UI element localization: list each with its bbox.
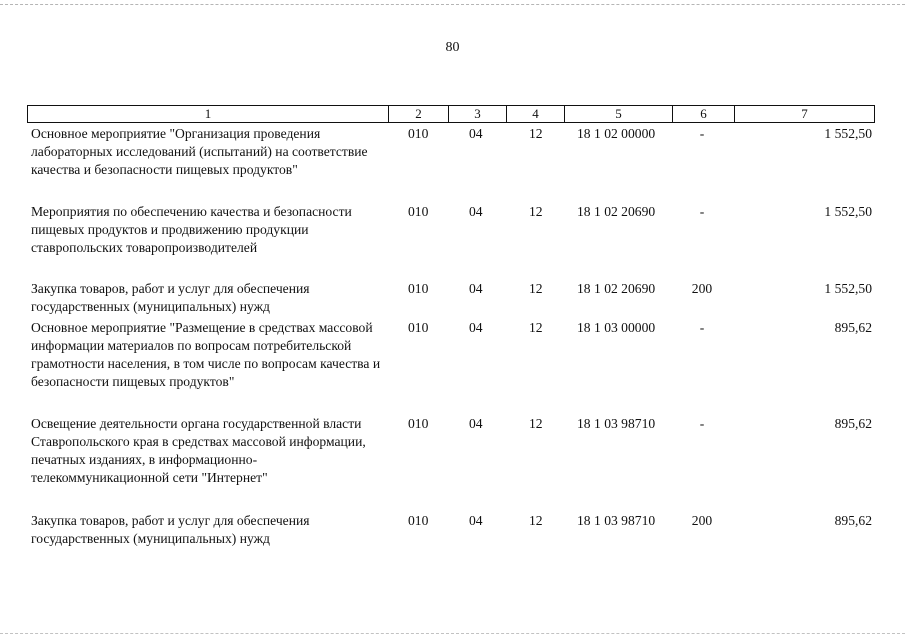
header-cell-3: 3	[448, 106, 506, 122]
header-cell-4: 4	[506, 106, 564, 122]
row-subsection: 12	[529, 126, 543, 141]
header-cell-1: 1	[204, 106, 212, 121]
row-name: Закупка товаров, работ и услуг для обеспечения государственных (муниципальных) нужд	[31, 281, 310, 314]
row-code: 010	[408, 416, 429, 431]
row-section: 04	[469, 416, 483, 431]
row-name: Закупка товаров, работ и услуг для обеспечения государственных (муниципальных) нужд	[31, 513, 310, 546]
row-name: Основное мероприятие "Размещение в средствах массовой информации материалов по вопросам потребительской грамотности населения, в том числе по вопросам качества и безопасности пищевых продуктов"	[31, 320, 381, 389]
row-section: 04	[469, 204, 483, 219]
scan-edge-bottom	[0, 633, 905, 634]
row-code: 010	[408, 320, 429, 335]
row-type: -	[699, 320, 705, 335]
row-type: -	[699, 126, 705, 141]
row-amount: 1 552,50	[824, 126, 872, 141]
row-section: 04	[469, 320, 483, 335]
header-cell-5: 5	[564, 106, 672, 122]
row-section: 04	[469, 281, 483, 296]
row-target: 18 1 03 00000	[577, 320, 656, 335]
row-subsection: 12	[529, 513, 543, 528]
row-type: 200	[691, 281, 713, 296]
row-target: 18 1 03 98710	[577, 513, 656, 528]
row-amount: 895,62	[834, 320, 872, 335]
row-section: 04	[469, 126, 483, 141]
page-number: 80	[445, 40, 460, 55]
table-header-row	[27, 105, 875, 123]
row-amount: 1 552,50	[824, 281, 872, 296]
row-type: -	[699, 416, 705, 431]
row-subsection: 12	[529, 416, 543, 431]
row-target: 18 1 03 98710	[577, 416, 656, 431]
row-subsection: 12	[529, 281, 543, 296]
row-amount: 895,62	[834, 416, 872, 431]
row-target: 18 1 02 00000	[577, 126, 656, 141]
header-cell-2: 2	[388, 106, 448, 122]
row-name: Основное мероприятие "Организация проведения лабораторных исследований (испытаний) на соответствие качества и безопасности пищевых продуктов"	[31, 126, 368, 177]
row-code: 010	[408, 513, 429, 528]
row-section: 04	[469, 513, 483, 528]
row-amount: 895,62	[834, 513, 872, 528]
row-code: 010	[408, 281, 429, 296]
header-cell-7: 7	[734, 106, 874, 122]
row-name: Освещение деятельности органа государственной власти Ставропольского края в средствах массовой информации, печатных изданиях, в информационно-телекоммуникационной сети "Интернет"	[31, 416, 366, 485]
row-subsection: 12	[529, 320, 543, 335]
row-subsection: 12	[529, 204, 543, 219]
row-type: 200	[691, 513, 713, 528]
row-type: -	[699, 204, 705, 219]
row-amount: 1 552,50	[824, 204, 872, 219]
row-name: Мероприятия по обеспечению качества и безопасности пищевых продуктов и продвижению продукции ставропольских товаропроизводителей	[31, 204, 352, 255]
row-code: 010	[408, 204, 429, 219]
row-target: 18 1 02 20690	[577, 204, 656, 219]
header-cell-6: 6	[672, 106, 734, 122]
scan-edge-top	[0, 4, 905, 5]
row-target: 18 1 02 20690	[577, 281, 656, 296]
row-code: 010	[408, 126, 429, 141]
